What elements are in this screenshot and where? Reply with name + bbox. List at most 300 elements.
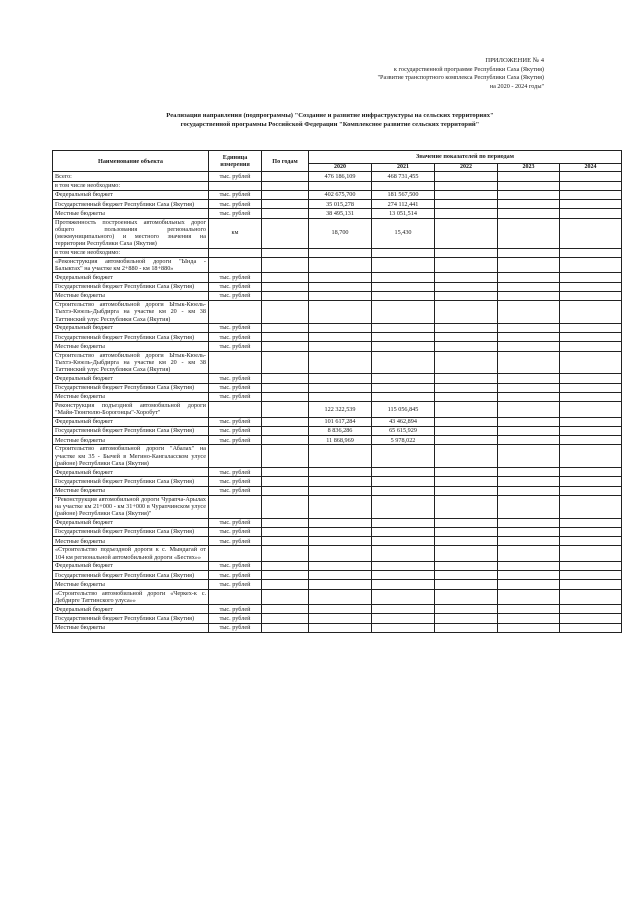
row-2021-cell: [372, 495, 435, 518]
row-2023-cell: [498, 342, 560, 351]
row-2020-cell: [309, 537, 372, 546]
row-2022-cell: [435, 426, 498, 435]
row-unit-cell: тыс. рублей: [209, 392, 262, 401]
table-row: [53, 273, 622, 282]
row-2020-cell: [309, 527, 372, 536]
row-name-cell: Государственный бюджет Республики Саха (Якутия): [53, 200, 209, 209]
row-2022-cell: [435, 392, 498, 401]
row-name-cell: Местные бюджеты: [53, 537, 209, 546]
row-2021-cell: [372, 571, 435, 580]
row-total-cell: [262, 445, 309, 468]
row-2020-cell: [309, 248, 372, 257]
document-title-line-1: Реализация направления (подпрограммы) "Создание и развитие инфраструктуры на сельских территориях": [166, 112, 494, 119]
row-2024-cell: [560, 436, 622, 445]
row-2021-cell: [372, 323, 435, 332]
row-name-cell: Местные бюджеты: [53, 342, 209, 351]
table-row: [53, 323, 622, 332]
row-2024-cell: [560, 571, 622, 580]
row-2023-cell: [498, 477, 560, 486]
row-total-cell: [262, 257, 309, 272]
row-2023-cell: [498, 605, 560, 614]
row-2023-cell: [498, 546, 560, 561]
row-total-cell: [262, 181, 309, 190]
header-year-2022: 2022: [435, 164, 498, 172]
row-name-cell: Федеральный бюджет: [53, 518, 209, 527]
row-2020-cell: 35 015,278: [309, 200, 372, 209]
row-total-cell: [262, 273, 309, 282]
row-total-cell: [262, 351, 309, 374]
row-2024-cell: [560, 614, 622, 623]
table-row: [53, 546, 622, 561]
row-2024-cell: [560, 209, 622, 218]
row-unit-cell: тыс. рублей: [209, 374, 262, 383]
row-2022-cell: [435, 323, 498, 332]
row-name-cell: Местные бюджеты: [53, 209, 209, 218]
row-total-cell: [262, 374, 309, 383]
row-2020-cell: 476 186,109: [309, 172, 372, 181]
row-2023-cell: [498, 374, 560, 383]
row-2023-cell: [498, 495, 560, 518]
row-total-cell: [262, 209, 309, 218]
row-name-cell: Федеральный бюджет: [53, 561, 209, 570]
row-2021-cell: [372, 181, 435, 190]
row-unit-cell: [209, 495, 262, 518]
row-total-cell: [262, 342, 309, 351]
row-total-cell: [262, 248, 309, 257]
row-2024-cell: [560, 342, 622, 351]
table-row: [53, 351, 622, 374]
row-name-cell: Федеральный бюджет: [53, 468, 209, 477]
table-row: [53, 527, 622, 536]
row-unit-cell: [209, 181, 262, 190]
row-2020-cell: [309, 273, 372, 282]
row-2024-cell: [560, 200, 622, 209]
row-2022-cell: [435, 209, 498, 218]
row-unit-cell: тыс. рублей: [209, 527, 262, 536]
row-unit-cell: [209, 301, 262, 324]
row-2024-cell: [560, 257, 622, 272]
row-2020-cell: [309, 477, 372, 486]
row-2024-cell: [560, 495, 622, 518]
appendix-line-1: к государственной программе Республики Саха (Якутия): [393, 65, 544, 73]
row-name-cell: «Строительство автомобильной дороги «Черкех-к с. Дебдирге Таттинского улуса»»: [53, 589, 209, 604]
row-total-cell: [262, 172, 309, 181]
row-2020-cell: 38 495,131: [309, 209, 372, 218]
row-2023-cell: [498, 537, 560, 546]
row-total-cell: [262, 417, 309, 426]
row-total-cell: [262, 605, 309, 614]
row-2021-cell: [372, 546, 435, 561]
row-2023-cell: [498, 445, 560, 468]
row-2024-cell: [560, 477, 622, 486]
row-2022-cell: [435, 518, 498, 527]
table-row: [53, 468, 622, 477]
row-unit-cell: [209, 351, 262, 374]
row-2023-cell: [498, 561, 560, 570]
row-2021-cell: 468 731,455: [372, 172, 435, 181]
row-2022-cell: [435, 589, 498, 604]
row-unit-cell: тыс. рублей: [209, 291, 262, 300]
table-row: [53, 218, 622, 248]
row-name-cell: Протяженность построенных автомобильных дорог общего пользования регионального (межмуниципального) и местного значения на территории Республики Саха (Якутия): [53, 218, 209, 248]
row-unit-cell: тыс. рублей: [209, 200, 262, 209]
row-2024-cell: [560, 282, 622, 291]
row-name-cell: Государственный бюджет Республики Саха (Якутия): [53, 333, 209, 342]
row-name-cell: «Реконструкция автомобильной дороги "Ында - Балыктах" на участке км 2+880 - км 18+880»: [53, 257, 209, 272]
row-2022-cell: [435, 342, 498, 351]
row-2020-cell: [309, 614, 372, 623]
row-total-cell: [262, 495, 309, 518]
row-2021-cell: [372, 623, 435, 632]
row-2023-cell: [498, 527, 560, 536]
row-2021-cell: [372, 392, 435, 401]
row-2021-cell: [372, 333, 435, 342]
row-unit-cell: тыс. рублей: [209, 571, 262, 580]
row-2020-cell: 122 322,539: [309, 402, 372, 417]
row-2022-cell: [435, 546, 498, 561]
appendix-line-2: "Развитие транспортного комплекса Республики Саха (Якутия): [377, 74, 544, 82]
row-name-cell: Федеральный бюджет: [53, 374, 209, 383]
table-row: [53, 580, 622, 589]
row-2021-cell: [372, 614, 435, 623]
table-row: [53, 342, 622, 351]
row-name-cell: Федеральный бюджет: [53, 605, 209, 614]
table-row: [53, 486, 622, 495]
row-2020-cell: 18,700: [309, 218, 372, 248]
row-2022-cell: [435, 623, 498, 632]
table-row: [53, 383, 622, 392]
row-2020-cell: [309, 351, 372, 374]
row-2020-cell: [309, 257, 372, 272]
row-2021-cell: [372, 351, 435, 374]
table-row: [53, 445, 622, 468]
row-2023-cell: [498, 580, 560, 589]
row-2020-cell: [309, 392, 372, 401]
row-2024-cell: [560, 392, 622, 401]
row-2021-cell: 274 112,441: [372, 200, 435, 209]
row-2024-cell: [560, 383, 622, 392]
row-2021-cell: [372, 468, 435, 477]
row-2023-cell: [498, 218, 560, 248]
row-unit-cell: тыс. рублей: [209, 580, 262, 589]
row-unit-cell: тыс. рублей: [209, 417, 262, 426]
row-2022-cell: [435, 445, 498, 468]
row-2022-cell: [435, 248, 498, 257]
row-2021-cell: [372, 486, 435, 495]
row-total-cell: [262, 190, 309, 199]
table-row: [53, 518, 622, 527]
row-2020-cell: [309, 374, 372, 383]
row-name-cell: в том числе необходимо:: [53, 248, 209, 257]
table-row: [53, 417, 622, 426]
row-2023-cell: [498, 323, 560, 332]
row-unit-cell: км: [209, 218, 262, 248]
row-total-cell: [262, 402, 309, 417]
row-2022-cell: [435, 571, 498, 580]
row-2024-cell: [560, 172, 622, 181]
row-name-cell: «Строительство подъездной дороги к с. Мындагай от 104 км региональной автомобильной дороги «Бестях»»: [53, 546, 209, 561]
row-2022-cell: [435, 218, 498, 248]
table-row: [53, 614, 622, 623]
row-name-cell: Местные бюджеты: [53, 291, 209, 300]
row-2021-cell: 65 615,929: [372, 426, 435, 435]
row-2022-cell: [435, 417, 498, 426]
row-name-cell: Государственный бюджет Республики Саха (Якутия): [53, 426, 209, 435]
row-2023-cell: [498, 614, 560, 623]
row-2024-cell: [560, 190, 622, 199]
table-row: [53, 374, 622, 383]
row-2022-cell: [435, 190, 498, 199]
row-2021-cell: 43 462,894: [372, 417, 435, 426]
row-2020-cell: 11 868,969: [309, 436, 372, 445]
row-2020-cell: 8 836,286: [309, 426, 372, 435]
row-2022-cell: [435, 402, 498, 417]
table-row: [53, 623, 622, 632]
row-2023-cell: [498, 333, 560, 342]
row-2021-cell: [372, 273, 435, 282]
header-object-name: Наименование объекта: [53, 151, 209, 172]
row-2024-cell: [560, 181, 622, 190]
row-2024-cell: [560, 301, 622, 324]
row-2020-cell: [309, 589, 372, 604]
row-total-cell: [262, 537, 309, 546]
appendix-line-3: на 2020 - 2024 годы": [489, 82, 544, 90]
row-2021-cell: [372, 445, 435, 468]
row-unit-cell: тыс. рублей: [209, 342, 262, 351]
row-unit-cell: тыс. рублей: [209, 282, 262, 291]
row-2023-cell: [498, 468, 560, 477]
row-name-cell: в том числе необходимо:: [53, 181, 209, 190]
row-2024-cell: [560, 561, 622, 570]
row-unit-cell: тыс. рублей: [209, 468, 262, 477]
appendix-title: ПРИЛОЖЕНИЕ № 4: [485, 57, 544, 64]
row-2022-cell: [435, 537, 498, 546]
row-2020-cell: [309, 605, 372, 614]
row-unit-cell: тыс. рублей: [209, 383, 262, 392]
row-2021-cell: [372, 301, 435, 324]
row-unit-cell: тыс. рублей: [209, 333, 262, 342]
row-2024-cell: [560, 580, 622, 589]
row-name-cell: Местные бюджеты: [53, 392, 209, 401]
header-year-2023: 2023: [498, 164, 560, 172]
row-2021-cell: 115 056,845: [372, 402, 435, 417]
row-2020-cell: [309, 571, 372, 580]
header-values-group: Значение показателей по периодам: [309, 151, 622, 164]
row-2021-cell: [372, 527, 435, 536]
row-name-cell: Местные бюджеты: [53, 580, 209, 589]
header-total: По годам: [262, 151, 309, 172]
row-2022-cell: [435, 495, 498, 518]
table-row: [53, 181, 622, 190]
row-name-cell: Государственный бюджет Республики Саха (Якутия): [53, 383, 209, 392]
row-unit-cell: тыс. рублей: [209, 190, 262, 199]
row-unit-cell: тыс. рублей: [209, 486, 262, 495]
row-2022-cell: [435, 172, 498, 181]
row-2023-cell: [498, 426, 560, 435]
row-2024-cell: [560, 468, 622, 477]
table-row: [53, 426, 622, 435]
row-2020-cell: [309, 445, 372, 468]
row-total-cell: [262, 614, 309, 623]
row-name-cell: Местные бюджеты: [53, 486, 209, 495]
row-2021-cell: [372, 537, 435, 546]
row-2020-cell: [309, 623, 372, 632]
row-unit-cell: тыс. рублей: [209, 436, 262, 445]
row-unit-cell: [209, 445, 262, 468]
row-unit-cell: тыс. рублей: [209, 561, 262, 570]
row-name-cell: Государственный бюджет Республики Саха (Якутия): [53, 282, 209, 291]
row-2021-cell: [372, 561, 435, 570]
row-total-cell: [262, 580, 309, 589]
row-2024-cell: [560, 374, 622, 383]
row-2021-cell: [372, 291, 435, 300]
row-2022-cell: [435, 383, 498, 392]
table-row: [53, 477, 622, 486]
row-total-cell: [262, 333, 309, 342]
row-2020-cell: [309, 181, 372, 190]
row-2024-cell: [560, 351, 622, 374]
row-2020-cell: [309, 486, 372, 495]
row-unit-cell: тыс. рублей: [209, 518, 262, 527]
row-2023-cell: [498, 209, 560, 218]
row-2022-cell: [435, 273, 498, 282]
row-2024-cell: [560, 445, 622, 468]
row-unit-cell: тыс. рублей: [209, 273, 262, 282]
header-year-2021: 2021: [372, 164, 435, 172]
row-2023-cell: [498, 589, 560, 604]
row-name-cell: Федеральный бюджет: [53, 273, 209, 282]
row-2020-cell: [309, 546, 372, 561]
row-total-cell: [262, 468, 309, 477]
row-2023-cell: [498, 282, 560, 291]
header-year-2020: 2020: [309, 164, 372, 172]
table-row: [53, 402, 622, 417]
row-2021-cell: [372, 374, 435, 383]
row-2020-cell: [309, 383, 372, 392]
row-2022-cell: [435, 282, 498, 291]
row-total-cell: [262, 301, 309, 324]
row-2024-cell: [560, 291, 622, 300]
row-unit-cell: [209, 257, 262, 272]
row-name-cell: Строительство автомобильной дороги "Абалах" на участке км 35 - Бычей в Мегино-Кангаласском улусе (районе) Республики Саха (Якутия): [53, 445, 209, 468]
row-2020-cell: [309, 561, 372, 570]
row-2024-cell: [560, 527, 622, 536]
row-2022-cell: [435, 436, 498, 445]
row-total-cell: [262, 623, 309, 632]
table-row: [53, 282, 622, 291]
row-2024-cell: [560, 605, 622, 614]
row-2024-cell: [560, 623, 622, 632]
row-2022-cell: [435, 200, 498, 209]
row-2024-cell: [560, 248, 622, 257]
table-row: [53, 571, 622, 580]
row-2020-cell: [309, 333, 372, 342]
table-row: [53, 172, 622, 181]
row-total-cell: [262, 486, 309, 495]
row-total-cell: [262, 561, 309, 570]
row-2024-cell: [560, 402, 622, 417]
row-2024-cell: [560, 323, 622, 332]
row-total-cell: [262, 282, 309, 291]
table-row: [53, 561, 622, 570]
row-2022-cell: [435, 468, 498, 477]
row-name-cell: Реконструкция подъездной автомобильной дороги "Майя-Тюнгюлю-Борогонцы"-Хоробут": [53, 402, 209, 417]
row-2023-cell: [498, 486, 560, 495]
table-row: [53, 589, 622, 604]
row-2023-cell: [498, 181, 560, 190]
row-2021-cell: [372, 580, 435, 589]
row-2020-cell: 101 617,284: [309, 417, 372, 426]
row-2022-cell: [435, 301, 498, 324]
row-2024-cell: [560, 273, 622, 282]
appendix-header: [284, 57, 544, 91]
header-unit: Единица измерения: [209, 151, 262, 172]
row-2024-cell: [560, 537, 622, 546]
row-2020-cell: [309, 468, 372, 477]
row-total-cell: [262, 383, 309, 392]
header-year-2024: 2024: [560, 164, 622, 172]
row-2024-cell: [560, 218, 622, 248]
table-row: [53, 495, 622, 518]
row-2022-cell: [435, 561, 498, 570]
row-2024-cell: [560, 486, 622, 495]
table-row: [53, 333, 622, 342]
row-2021-cell: [372, 589, 435, 604]
table-row: [53, 392, 622, 401]
row-unit-cell: тыс. рублей: [209, 426, 262, 435]
row-name-cell: Федеральный бюджет: [53, 417, 209, 426]
row-2021-cell: 5 978,022: [372, 436, 435, 445]
row-total-cell: [262, 200, 309, 209]
row-unit-cell: [209, 546, 262, 561]
indicators-table: [52, 150, 622, 633]
row-2022-cell: [435, 333, 498, 342]
table-body: [53, 172, 622, 633]
table-row: [53, 248, 622, 257]
row-unit-cell: тыс. рублей: [209, 623, 262, 632]
row-2023-cell: [498, 273, 560, 282]
row-2023-cell: [498, 402, 560, 417]
row-2022-cell: [435, 527, 498, 536]
row-total-cell: [262, 527, 309, 536]
row-2024-cell: [560, 417, 622, 426]
row-name-cell: Государственный бюджет Республики Саха (Якутия): [53, 614, 209, 623]
row-2024-cell: [560, 546, 622, 561]
row-name-cell: Местные бюджеты: [53, 623, 209, 632]
row-total-cell: [262, 392, 309, 401]
row-2022-cell: [435, 257, 498, 272]
row-2022-cell: [435, 291, 498, 300]
row-2022-cell: [435, 374, 498, 383]
row-unit-cell: тыс. рублей: [209, 605, 262, 614]
row-2020-cell: [309, 518, 372, 527]
row-total-cell: [262, 436, 309, 445]
row-2021-cell: 15,430: [372, 218, 435, 248]
row-2024-cell: [560, 333, 622, 342]
row-2020-cell: [309, 301, 372, 324]
row-unit-cell: [209, 589, 262, 604]
row-2023-cell: [498, 623, 560, 632]
row-name-cell: Строительство автомобильной дороги Ытык-Кюель-Тыхтэ-Кюель-Дыбдирга на участке км 20 - км 38 Таттинский улус Республики Саха (Якутия): [53, 351, 209, 374]
row-2023-cell: [498, 436, 560, 445]
table-row: [53, 257, 622, 272]
row-2021-cell: [372, 477, 435, 486]
row-2021-cell: [372, 518, 435, 527]
row-total-cell: [262, 571, 309, 580]
table-row: [53, 301, 622, 324]
row-2024-cell: [560, 518, 622, 527]
row-2020-cell: [309, 495, 372, 518]
